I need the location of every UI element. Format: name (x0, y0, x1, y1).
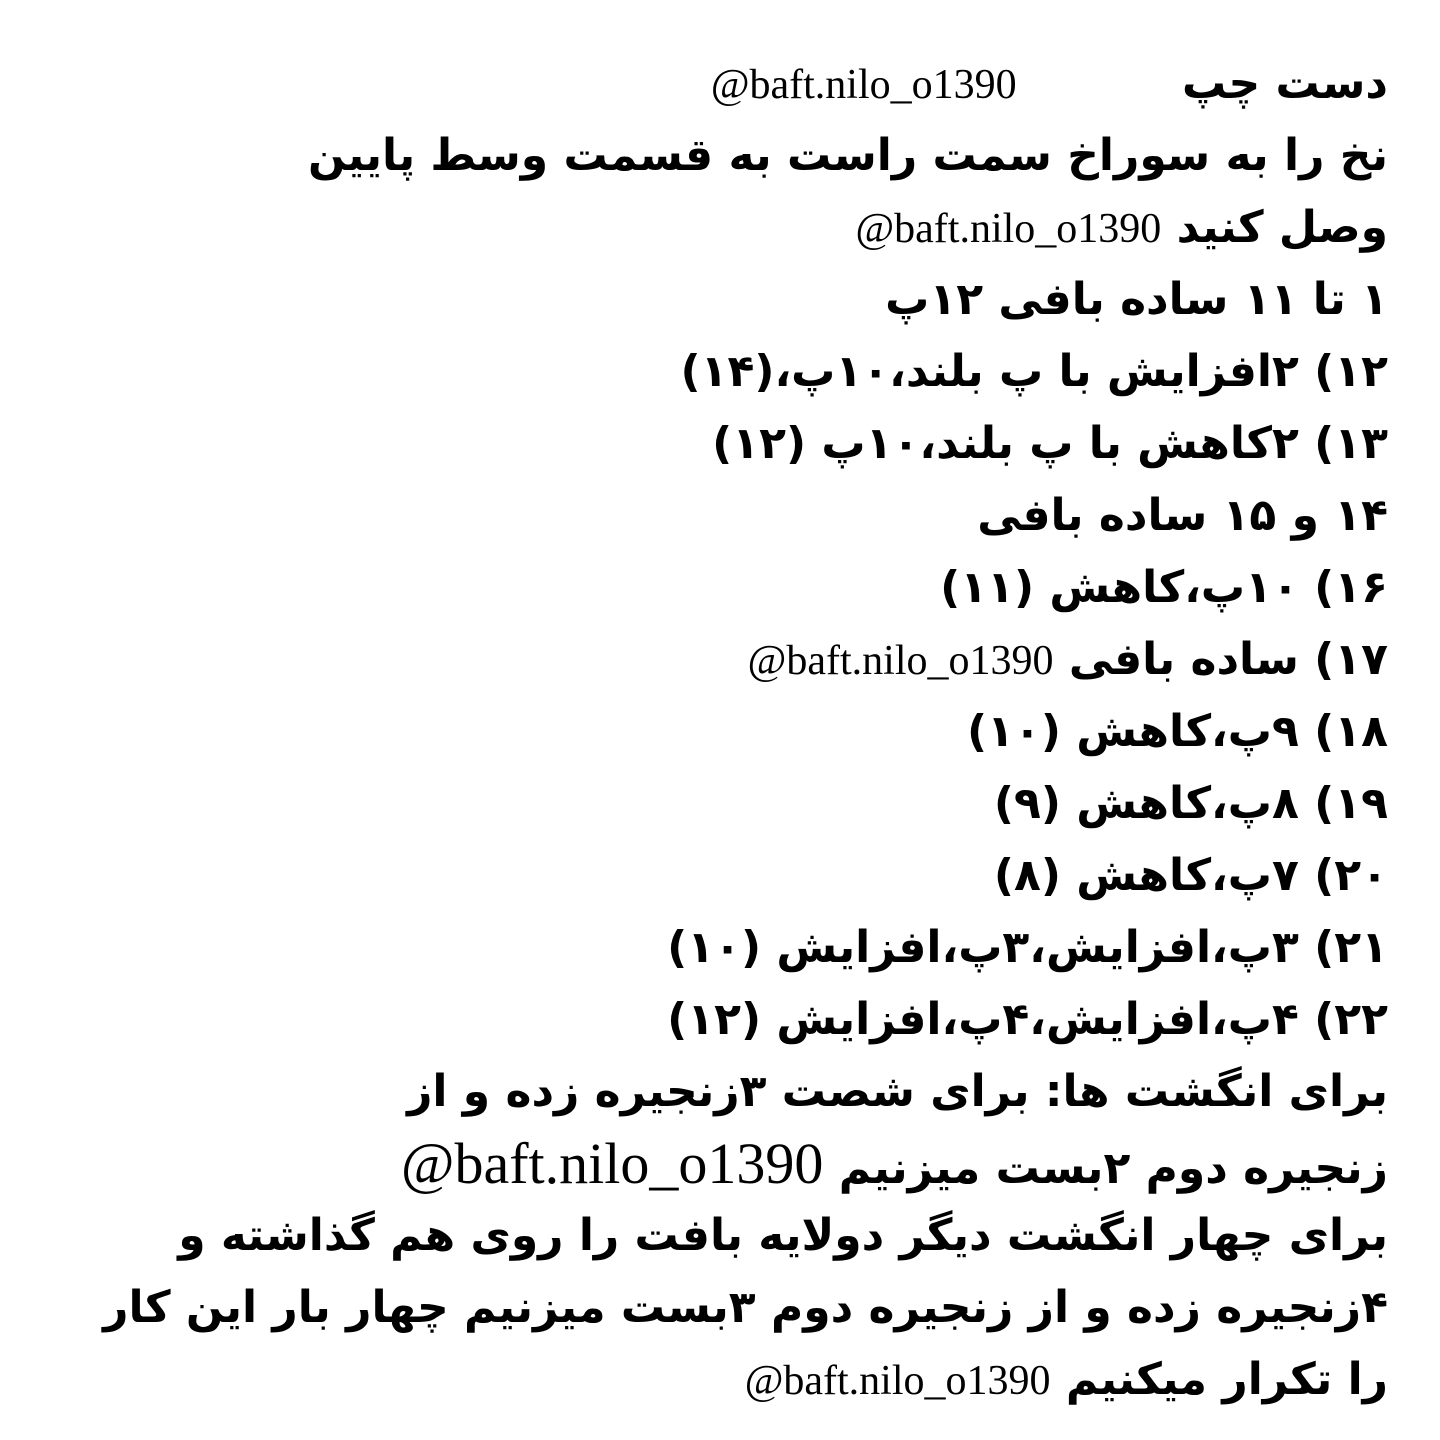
instruction-text: زنجیره دوم ۲بست میزنیم (838, 1143, 1388, 1194)
watermark: @baft.nilo_o1390 (401, 1131, 824, 1196)
instruction-line (60, 192, 1388, 264)
instruction-text: ۱۳) ۲کاهش با پ بلند،۱۰پ (۱۲) (712, 418, 1388, 469)
instruction-text: ۱۲) ۲افزایش با پ بلند،۱۰پ،(۱۴) (680, 346, 1388, 397)
instruction-line (60, 912, 1388, 984)
instruction-text: ۱ تا ۱۱ ساده بافی ۱۲پ (885, 274, 1388, 325)
instruction-line (60, 336, 1388, 408)
instruction-line (60, 1128, 1388, 1200)
instruction-text: ۱۸) ۹پ،کاهش (۱۰) (966, 706, 1388, 757)
instruction-text: ۲۱) ۳پ،افزایش،۳پ،افزایش (۱۰) (667, 922, 1388, 973)
instruction-text: ۱۷) ساده بافی (1068, 634, 1388, 685)
page-title: دست چپ (1181, 58, 1388, 109)
watermark: @baft.nilo_o1390 (747, 638, 1054, 684)
instruction-document (60, 48, 1388, 1416)
instruction-line (60, 624, 1388, 696)
instruction-text: ۱۴ و ۱۵ ساده بافی (977, 490, 1388, 541)
instruction-line (60, 1200, 1388, 1272)
instruction-text: برای انگشت ها: برای شصت ۳زنجیره زده و از (407, 1066, 1388, 1117)
instruction-line (60, 120, 1388, 192)
instruction-line (60, 984, 1388, 1056)
instruction-text: ۱۶) ۱۰پ،کاهش (۱۱) (940, 562, 1388, 613)
watermark: @baft.nilo_o1390 (710, 62, 1017, 108)
instruction-text: ۲۲) ۴پ،افزایش،۴پ،افزایش (۱۲) (667, 994, 1388, 1045)
instruction-line (60, 1344, 1388, 1416)
title-line (60, 48, 1388, 120)
instruction-line (60, 1272, 1388, 1344)
instruction-text: را تکرار میکنیم (1065, 1354, 1388, 1405)
watermark: @baft.nilo_o1390 (855, 206, 1162, 252)
instruction-line (60, 696, 1388, 768)
instruction-text: ۴زنجیره زده و از زنجیره دوم ۳بست میزنیم چهار بار این کار (103, 1282, 1388, 1333)
instruction-text: برای چهار انگشت دیگر دولایه بافت را روی هم گذاشته و (178, 1210, 1388, 1261)
watermark: @baft.nilo_o1390 (744, 1358, 1051, 1404)
instruction-text: وصل کنید (1176, 202, 1388, 253)
instruction-text: ۱۹) ۸پ،کاهش (۹) (993, 778, 1388, 829)
instruction-line (60, 840, 1388, 912)
instruction-line (60, 1056, 1388, 1128)
instruction-line (60, 264, 1388, 336)
instruction-line (60, 768, 1388, 840)
instruction-line (60, 552, 1388, 624)
instruction-text: نخ را به سوراخ سمت راست به قسمت وسط پایین (307, 130, 1388, 181)
instruction-line (60, 480, 1388, 552)
instruction-line (60, 408, 1388, 480)
instruction-text: ۲۰) ۷پ،کاهش (۸) (993, 850, 1388, 901)
